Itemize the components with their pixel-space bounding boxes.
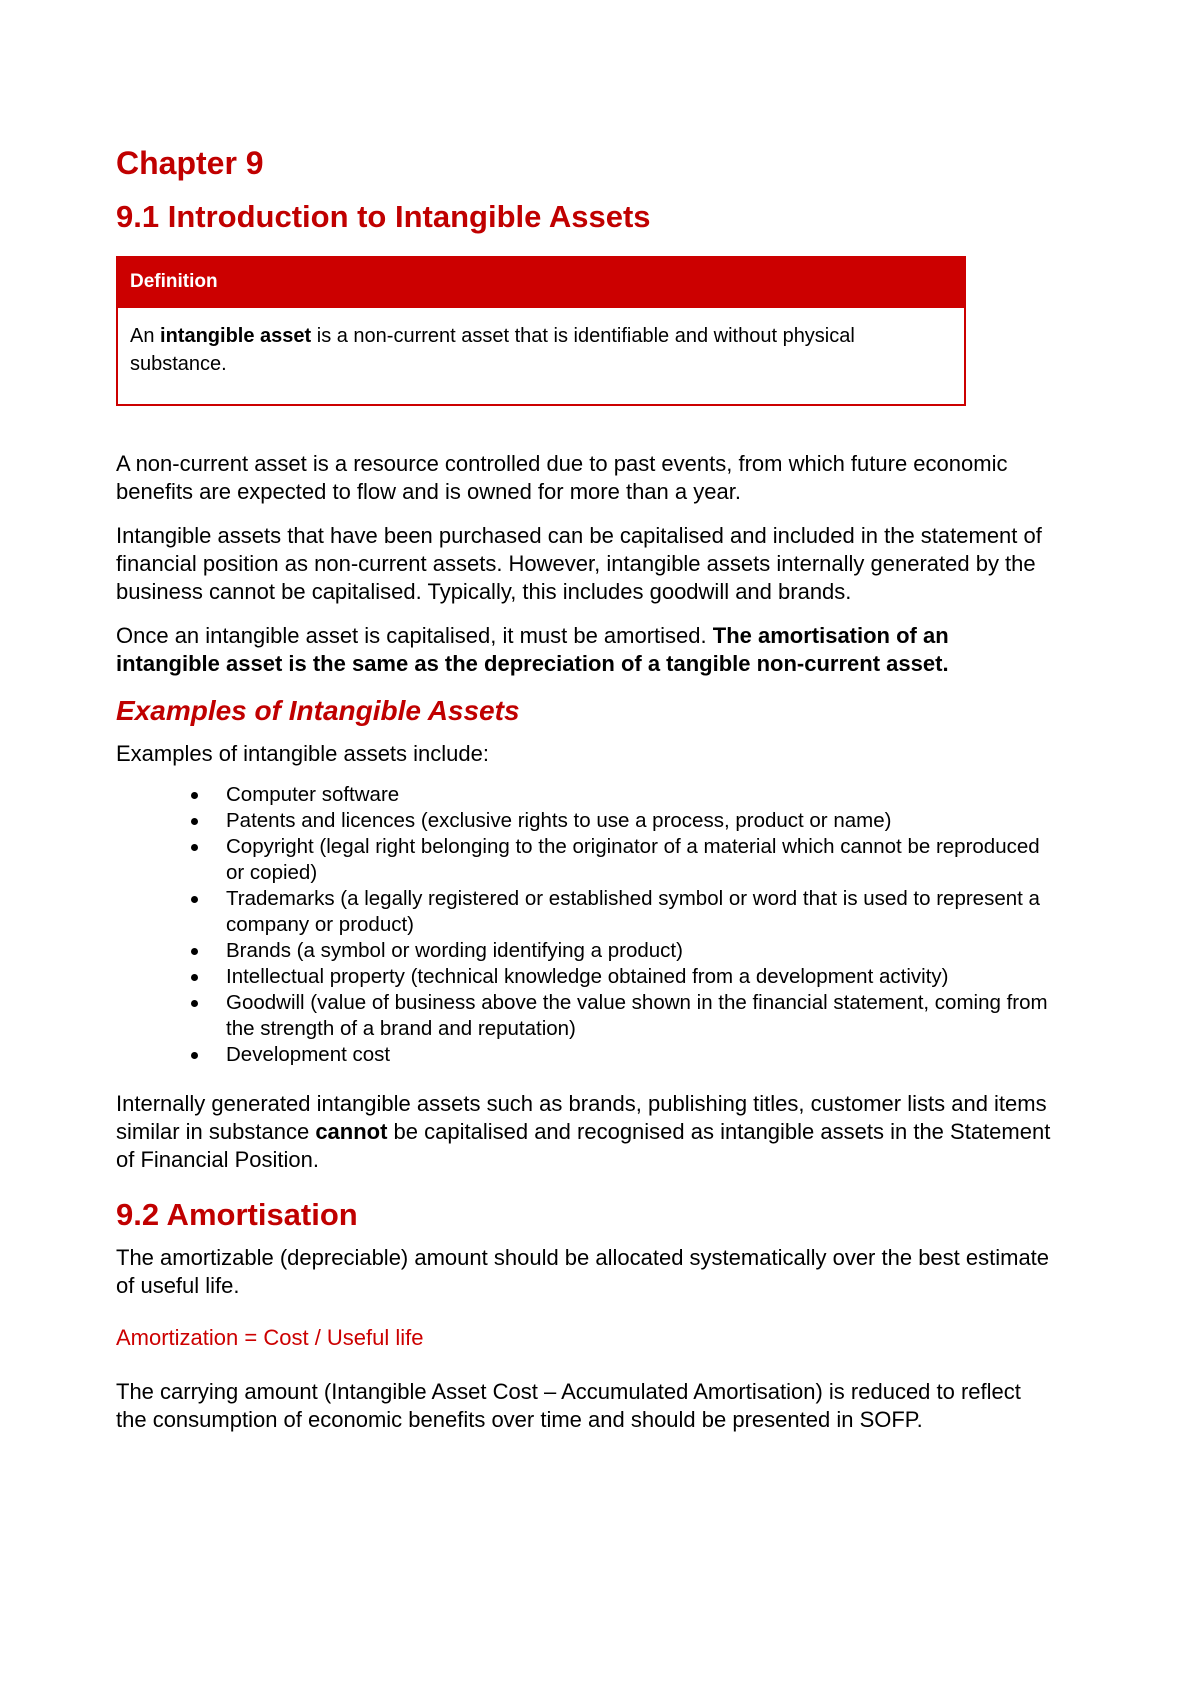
section-title-9-1: 9.1 Introduction to Intangible Assets xyxy=(116,199,651,234)
bullet-icon xyxy=(191,948,198,955)
list-item-text: Copyright (legal right belonging to the originator of a material which cannot be reproduced or copied) xyxy=(226,835,1040,884)
paragraph-purchased-assets: Intangible assets that have been purchased can be capitalised and included in the statement of financial position as non-current assets. However, intangible assets internally generated by the business cannot be capitalised. Typically, this includes goodwill and brands. xyxy=(116,523,1042,604)
list-item-text: Brands (a symbol or wording identifying a product) xyxy=(226,939,683,962)
bullet-icon xyxy=(191,896,198,903)
definition-text-pre: An xyxy=(130,325,161,347)
list-item-text: Development cost xyxy=(226,1043,391,1066)
bullet-icon xyxy=(191,818,198,825)
definition-term: intangible asset xyxy=(160,325,312,347)
section-title-9-2: 9.2 Amortisation xyxy=(116,1197,358,1232)
list-item xyxy=(226,964,1056,990)
list-item xyxy=(226,834,1056,886)
bullet-icon xyxy=(191,1052,198,1059)
bullet-icon xyxy=(191,1000,198,1007)
paragraph-amortised-text: Once an intangible asset is capitalised, it must be amortised. xyxy=(116,623,713,648)
paragraph-amortised xyxy=(116,622,1056,678)
paragraph-internal-pre: Internally generated intangible assets such as brands, publishing titles, customer lists and items similar in substance xyxy=(116,1091,1047,1144)
definition-header: Definition xyxy=(118,258,964,308)
list-item xyxy=(226,782,1056,808)
definition-box xyxy=(116,256,966,406)
list-item xyxy=(226,886,1056,938)
paragraph-internally-generated xyxy=(116,1090,1056,1174)
bullet-icon xyxy=(191,974,198,981)
definition-body xyxy=(118,308,964,404)
paragraph-non-current-asset: A non-current asset is a resource controlled due to past events, from which future economic benefits are expected to flow and is owned for more than a year. xyxy=(116,451,1008,504)
list-item xyxy=(226,990,1056,1042)
definition-text-post: is a non-current asset that is identifiable and without physical substance. xyxy=(130,325,855,375)
list-item xyxy=(226,808,1056,834)
list-item-text: Computer software xyxy=(226,783,400,806)
list-item-text: Trademarks (a legally registered or established symbol or word that is used to represent a company or product) xyxy=(226,887,1040,936)
bullet-icon xyxy=(191,844,198,851)
paragraph-amortizable: The amortizable (depreciable) amount should be allocated systematically over the best estimate of useful life. xyxy=(116,1245,1050,1298)
examples-intro: Examples of intangible assets include: xyxy=(116,741,489,766)
chapter-title: Chapter 9 xyxy=(116,145,264,181)
list-item-text: Intellectual property (technical knowledge obtained from a development activity) xyxy=(226,965,949,988)
document-content xyxy=(116,142,1056,1434)
list-item-text: Goodwill (value of business above the value shown in the financial statement, coming from the strength of a brand and reputation) xyxy=(226,991,1048,1040)
paragraph-carrying-amount: The carrying amount (Intangible Asset Cost – Accumulated Amortisation) is reduced to reflect the consumption of economic benefits over time and should be presented in SOFP. xyxy=(116,1379,1021,1432)
bullet-icon xyxy=(191,792,198,799)
examples-list xyxy=(116,782,1056,1068)
amortization-formula: Amortization = Cost / Useful life xyxy=(116,1325,424,1350)
list-item xyxy=(226,938,1056,964)
list-item-text: Patents and licences (exclusive rights to use a process, product or name) xyxy=(226,809,892,832)
examples-heading: Examples of Intangible Assets xyxy=(116,695,520,726)
paragraph-amortised-bold: The amortisation of an intangible asset is the same as the depreciation of a tangible non-current asset. xyxy=(116,623,949,676)
paragraph-internal-post: be capitalised and recognised as intangible assets in the Statement of Financial Position. xyxy=(116,1119,1051,1172)
paragraph-internal-bold: cannot xyxy=(315,1119,388,1144)
list-item xyxy=(226,1042,1056,1068)
